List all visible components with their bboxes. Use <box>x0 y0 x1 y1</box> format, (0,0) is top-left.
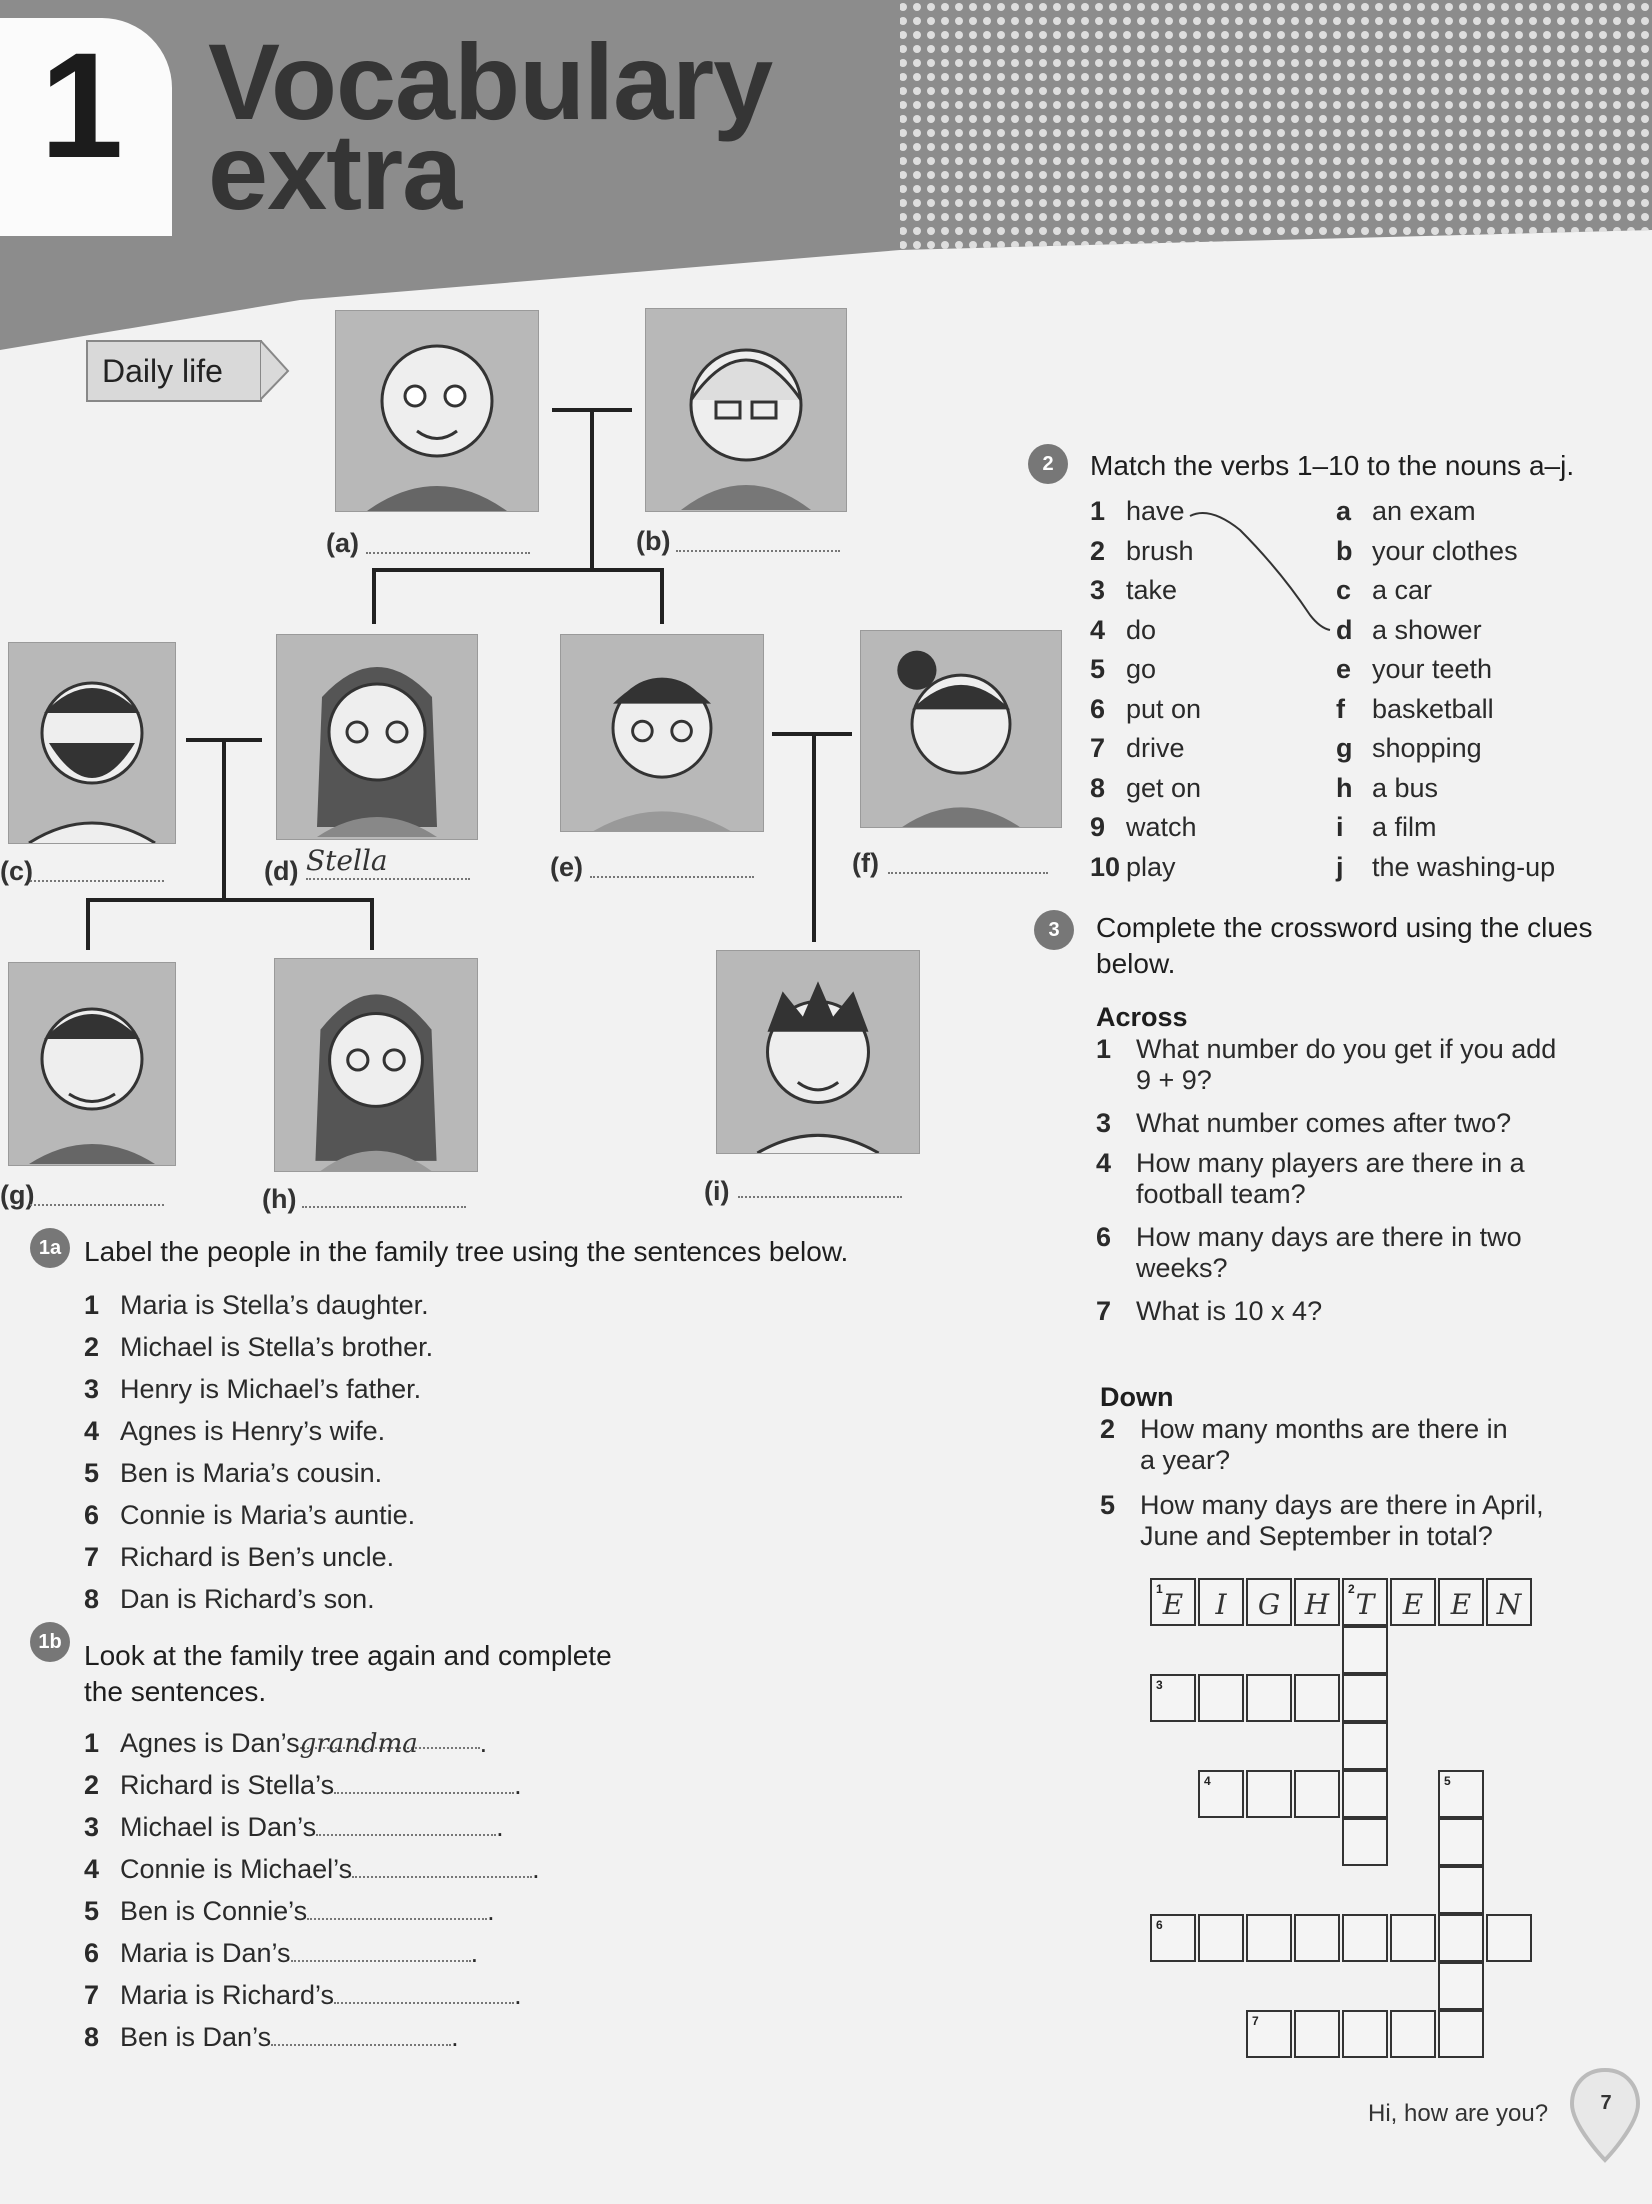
footer-tagline: Hi, how are you? <box>1368 2100 1549 2127</box>
list-item: 9 watch <box>1090 812 1197 842</box>
portrait-d-woman-glasses <box>276 634 478 840</box>
list-item: 3 take <box>1090 575 1178 605</box>
portrait-a-grandfather <box>335 310 539 512</box>
exercise-2-instruction: Match the verbs 1–10 to the nouns a–j. <box>1090 450 1575 481</box>
clue-item: 3 What number comes after two? <box>1096 1108 1512 1138</box>
crossword-cell[interactable] <box>1438 1962 1484 2010</box>
list-item: 8 Dan is Richard’s son. <box>84 1584 375 1614</box>
answer-line-i[interactable] <box>738 1196 902 1198</box>
crossword-cell[interactable] <box>1438 2010 1484 2058</box>
portrait-c-bearded-man <box>8 642 176 844</box>
clue-item: 4 How many players are there in a football team? <box>1096 1148 1525 1209</box>
list-item: 8 get on <box>1090 772 1202 803</box>
list-item: 6 Maria is Dan’s . <box>84 1938 479 1968</box>
exercise-1a-number: 1a <box>30 1228 70 1268</box>
list-item: c a car <box>1336 575 1433 605</box>
answer-blank[interactable] <box>307 1900 487 1920</box>
crossword-cell[interactable] <box>1198 1674 1244 1722</box>
crossword-cell[interactable] <box>1486 1914 1532 1962</box>
crossword-cell[interactable] <box>1246 1914 1292 1962</box>
list-item: e your teeth <box>1336 654 1493 684</box>
crossword-cell[interactable]: I <box>1198 1578 1244 1626</box>
label-d: (d) <box>264 856 299 886</box>
clue-item: 5 How many days are there in April, June and September in total? <box>1100 1490 1544 1551</box>
exercise-1a-sentences <box>84 1290 684 1626</box>
crossword-cell[interactable] <box>1342 1818 1388 1866</box>
tag-arrow-icon <box>260 340 290 402</box>
down-clues <box>1100 1414 1620 1566</box>
list-item: 7 Richard is Ben’s uncle. <box>84 1542 395 1572</box>
list-item: 1 have <box>1090 496 1185 526</box>
crossword-cell[interactable] <box>1342 1914 1388 1962</box>
instruction-line: the sentences. <box>84 1676 267 1707</box>
crossword-cell[interactable]: E <box>1390 1578 1436 1626</box>
answer-line-b[interactable] <box>676 550 840 552</box>
list-item: g shopping <box>1336 733 1482 763</box>
exercise-3-number: 3 <box>1034 910 1074 950</box>
crossword-cell[interactable] <box>1246 1674 1292 1722</box>
tree-line <box>86 898 90 950</box>
page-title-line-2: extra <box>208 111 462 232</box>
label-i: (i) <box>704 1176 730 1206</box>
clue-item: 2 How many months are there in a year? <box>1100 1414 1508 1475</box>
answer-blank[interactable] <box>352 1858 532 1878</box>
list-item: 7 Maria is Richard’s . <box>84 1980 522 2010</box>
answer-blank[interactable]: grandma <box>300 1729 480 1749</box>
crossword-cell[interactable] <box>1246 1770 1292 1818</box>
crossword-cell[interactable] <box>1438 1866 1484 1914</box>
list-item: h a bus <box>1336 772 1439 803</box>
tree-line <box>372 568 376 624</box>
across-clues <box>1096 1034 1616 1336</box>
crossword-cell[interactable]: N <box>1486 1578 1532 1626</box>
list-item: 4 Agnes is Henry’s wife. <box>84 1416 386 1446</box>
exercise-1b-sentences <box>84 1728 684 2064</box>
page-title-line-1: Vocabulary <box>208 21 773 142</box>
label-h: (h) <box>262 1184 297 1214</box>
list-item: 8 Ben is Dan’s . <box>84 2022 459 2052</box>
crossword-cell[interactable]: E <box>1438 1578 1484 1626</box>
answer-line-a[interactable] <box>366 552 530 554</box>
list-item: 2 brush <box>1090 535 1194 566</box>
label-f: (f) <box>852 848 879 878</box>
tree-line <box>370 898 374 950</box>
crossword-cell[interactable] <box>1438 1818 1484 1866</box>
crossword-cell[interactable]: 6 <box>1150 1914 1196 1962</box>
exercise-2-number: 2 <box>1028 444 1068 484</box>
list-item: 2 Michael is Stella’s brother. <box>84 1332 434 1362</box>
tree-line <box>86 898 374 902</box>
answer-line-g[interactable] <box>30 1204 164 1206</box>
clue-item: 7 What is 10 x 4? <box>1096 1296 1323 1326</box>
crossword-cell[interactable] <box>1342 2010 1388 2058</box>
clue-item: 6 How many days are there in two weeks? <box>1096 1222 1522 1283</box>
portrait-b-grandmother <box>645 308 847 512</box>
instruction-line: Look at the family tree again and complete <box>84 1640 612 1671</box>
list-item: 1 Maria is Stella’s daughter. <box>84 1290 429 1320</box>
label-c: (c) <box>0 856 33 886</box>
list-item: 4 Connie is Michael’s . <box>84 1854 540 1884</box>
match-line-1-to-d <box>1180 500 1340 640</box>
tree-line <box>590 408 594 570</box>
nouns-list <box>1336 496 1636 891</box>
crossword-cell[interactable]: 7 <box>1246 2010 1292 2058</box>
list-item: 10 play <box>1090 851 1176 882</box>
page-number: 7 <box>1600 2092 1612 2114</box>
portrait-i-boy <box>716 950 920 1154</box>
instruction-line: below. <box>1096 948 1176 979</box>
section-tag-label: Daily life <box>86 340 262 402</box>
list-item: 4 do <box>1090 614 1157 645</box>
crossword-grid <box>1150 1578 1550 2098</box>
label-b: (b) <box>636 526 671 556</box>
exercise-1b-instruction <box>84 1640 612 1708</box>
list-item: 5 Ben is Connie’s . <box>84 1896 495 1926</box>
answer-blank[interactable] <box>334 1984 514 2004</box>
portrait-e-man-glasses <box>560 634 764 832</box>
unit-number: 1 <box>40 21 124 189</box>
answer-line-f[interactable] <box>888 872 1048 874</box>
crossword-cell[interactable] <box>1390 1914 1436 1962</box>
answer-d-handwritten: Stella <box>306 844 388 877</box>
section-tag <box>86 340 286 400</box>
crossword-cell[interactable] <box>1342 1626 1388 1674</box>
answer-blank[interactable] <box>316 1816 496 1836</box>
answer-line-e[interactable] <box>590 876 754 878</box>
crossword-cell[interactable]: 5 <box>1438 1770 1484 1818</box>
clue-item: 1 What number do you get if you add 9 + 9? <box>1096 1034 1557 1095</box>
answer-line-c[interactable] <box>30 880 164 882</box>
tree-line <box>222 738 226 898</box>
exercise-1a-instruction: Label the people in the family tree using the sentences below. <box>84 1236 849 1267</box>
crossword-cell[interactable] <box>1438 1914 1484 1962</box>
list-item: 6 put on <box>1090 693 1202 724</box>
crossword-cell[interactable] <box>1342 1770 1388 1818</box>
crossword-cell[interactable] <box>1294 1674 1340 1722</box>
list-item: 5 Ben is Maria’s cousin. <box>84 1458 383 1488</box>
answer-blank[interactable] <box>334 1774 514 1794</box>
crossword-cell[interactable] <box>1342 1722 1388 1770</box>
crossword-cell[interactable] <box>1294 1770 1340 1818</box>
label-g: (g) <box>0 1180 35 1210</box>
answer-blank[interactable] <box>271 2026 451 2046</box>
list-item: 3 Michael is Dan’s . <box>84 1812 504 1842</box>
label-e: (e) <box>550 852 583 882</box>
list-item: i a film <box>1336 812 1437 842</box>
list-item: a an exam <box>1336 496 1476 526</box>
crossword-cell[interactable]: G <box>1246 1578 1292 1626</box>
crossword-cell[interactable] <box>1294 2010 1340 2058</box>
list-item: d a shower <box>1336 614 1482 645</box>
list-item: 2 Richard is Stella’s . <box>84 1770 522 1800</box>
tree-line <box>372 568 664 572</box>
portrait-f-woman-bun <box>860 630 1062 828</box>
exercise-1b-number: 1b <box>30 1622 70 1662</box>
list-item: 7 drive <box>1090 733 1185 763</box>
tree-line <box>660 568 664 624</box>
instruction-line: Complete the crossword using the clues <box>1096 912 1593 943</box>
across-heading: Across <box>1096 1002 1188 1032</box>
portrait-g-young-man <box>8 962 176 1166</box>
crossword-cell[interactable] <box>1342 1674 1388 1722</box>
list-item: 6 Connie is Maria’s auntie. <box>84 1500 416 1530</box>
answer-line-d[interactable] <box>306 878 470 880</box>
list-item: 3 Henry is Michael’s father. <box>84 1374 422 1404</box>
list-item: f basketball <box>1336 693 1494 724</box>
crossword-cell[interactable]: H <box>1294 1578 1340 1626</box>
label-a: (a) <box>326 528 359 558</box>
down-heading: Down <box>1100 1382 1174 1412</box>
list-item: j the washing-up <box>1336 851 1556 882</box>
list-item: 5 go <box>1090 654 1157 684</box>
crossword-cell[interactable]: 4 <box>1198 1770 1244 1818</box>
exercise-3-instruction <box>1096 912 1592 980</box>
list-item: b your clothes <box>1336 535 1518 566</box>
crossword-cell[interactable]: 2 T <box>1342 1578 1388 1626</box>
crossword-cell[interactable]: 3 <box>1150 1674 1196 1722</box>
answer-blank[interactable] <box>291 1942 471 1962</box>
crossword-cell[interactable] <box>1198 1914 1244 1962</box>
crossword-cell[interactable]: 1 E <box>1150 1578 1196 1626</box>
tree-line <box>812 732 816 942</box>
list-item: 1 Agnes is Dan’sgrandma . <box>84 1728 488 1759</box>
crossword-cell[interactable] <box>1390 2010 1436 2058</box>
portrait-h-girl-glasses <box>274 958 478 1172</box>
crossword-cell[interactable] <box>1294 1914 1340 1962</box>
answer-line-h[interactable] <box>302 1206 466 1208</box>
page-number-pin-icon <box>1568 2066 1642 2166</box>
